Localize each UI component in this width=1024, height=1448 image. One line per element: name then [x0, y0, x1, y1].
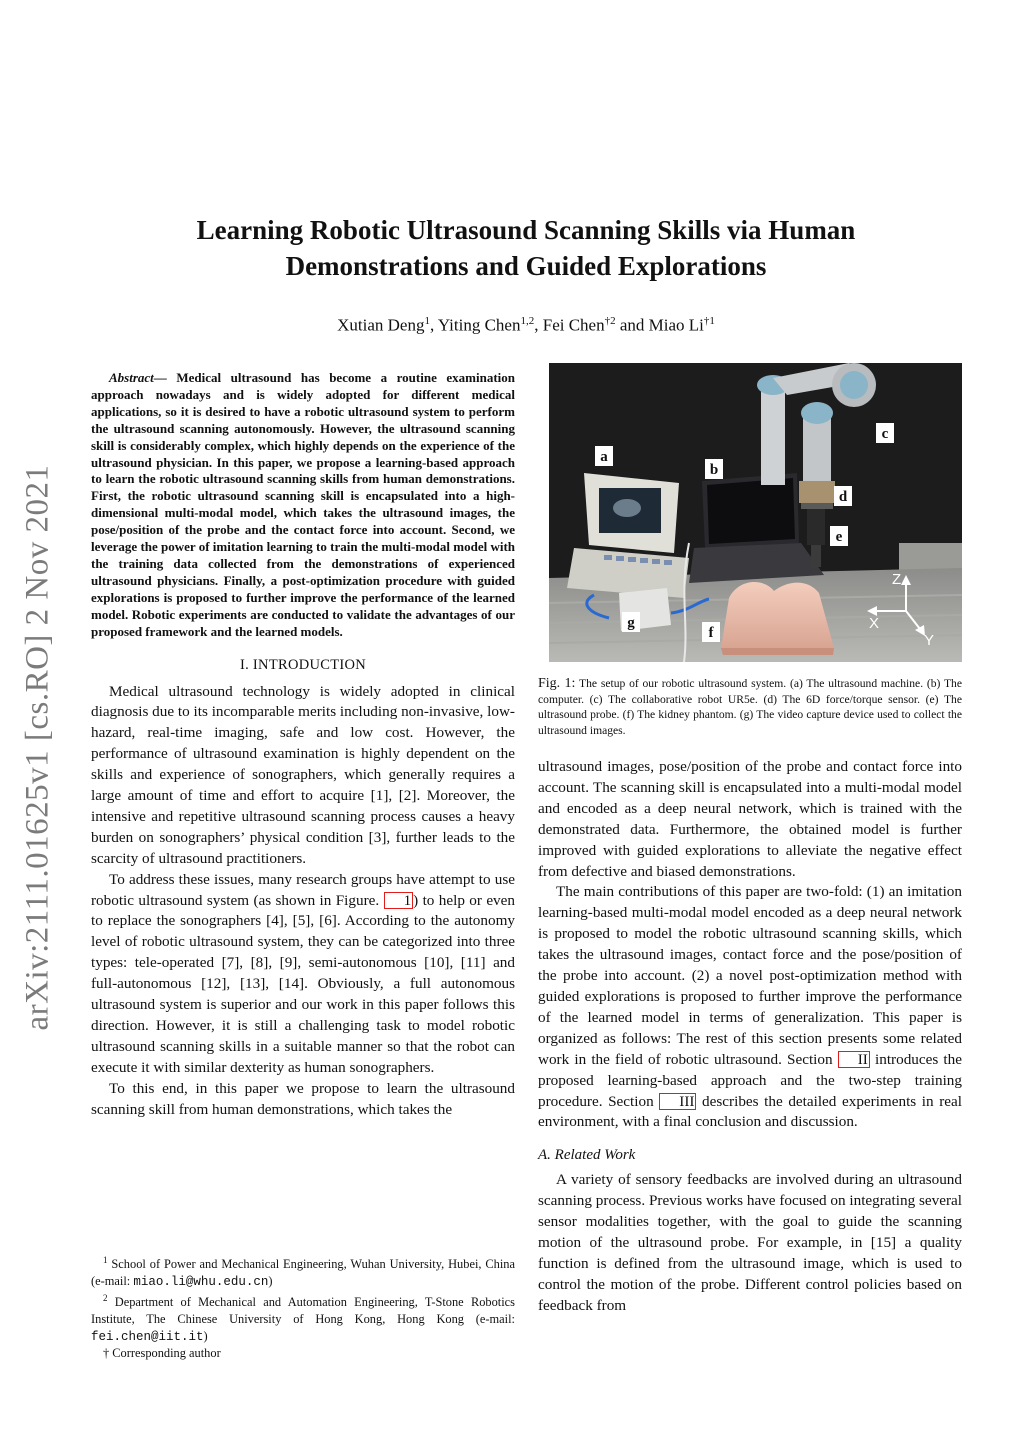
footnote-text: ): [268, 1273, 273, 1288]
author-affiliation: 1: [424, 315, 430, 327]
paper-title-line-2: Demonstrations and Guided Explorations: [285, 251, 767, 281]
footnotes: [91, 1252, 515, 1362]
right-paragraph-2: [538, 882, 962, 1133]
paragraph-text: introduces the proposed learning-based approach and the two-step training procedure. Section: [538, 1050, 962, 1110]
paragraph-text: To address these issues, many research groups have attempt to use robotic ultrasound system (as shown in Figure.: [91, 870, 515, 909]
arxiv-identifier-text: arXiv:2111.01625v1 [cs.RO] 2 Nov 2021: [19, 464, 56, 1030]
footnote-text: ): [203, 1328, 208, 1343]
footnote-3: † Corresponding author: [103, 1346, 221, 1361]
intro-paragraph-1: Medical ultrasound technology is widely adopted in clinical diagnosis due to its incomparable merits including non-invasive, low-hazard, real-time imaging, safe and low cost. However, the performance of ultrasound examination is highly dependent on the skills and experience of sonographers, which generally requires a large amount of time and effort to acquire [1], [2]. Moreover, the intensive and repetitive ultrasound scanning process causes a heavy burden on sonographers’ physical condition [3], further leads to the scarcity of ultrasound practitioners.: [91, 682, 515, 867]
axis-label-z: Z: [892, 571, 902, 588]
abstract: [91, 370, 515, 641]
figure-reference-link[interactable]: 1: [384, 892, 414, 909]
paper-title-line-1: Learning Robotic Ultrasound Scanning Skills via Human: [196, 215, 856, 245]
caption-text: The setup of our robotic ultrasound system. (a) The ultrasound machine. (b) The computer. (c) The collaborative robot UR5e. (d) The 6D force/torque sensor. (e) The ultrasound probe. (f) The kidney phantom. (g) The video capture device used to collect the ultrasound images.: [538, 677, 962, 737]
paper-title: [150, 212, 902, 284]
caption-label: Fig. 1:: [538, 676, 576, 691]
figure-label-d: d: [838, 489, 848, 505]
figure-1-setup-photo: [549, 363, 962, 662]
footnote-1: [91, 1252, 515, 1290]
paragraph-text: ) to help or even to replace the sonographers [4], [5], [6]. According to the autonomy level of robotic ultrasound system, they can be categorized into three types: tele-operated [7], [8], [9], semi-autonomous [10], [11] and full-autonomous [12], [13], [14]. Obviously, a full autonomous ultrasound system is superior and our work in this paper follows this direction. However, it is still a challenging task to model robotic ultrasound scanning skills in a suitable manner so that the robot can execute it with similar dexterity as human sonographers.: [91, 891, 515, 1076]
author-name: Miao Li: [648, 315, 704, 335]
section-heading-introduction: I. INTRODUCTION: [239, 656, 367, 673]
author-name: Yiting Chen: [437, 315, 521, 335]
author-name: Fei Chen: [542, 315, 605, 335]
related-work-paragraph: A variety of sensory feedbacks are involved during an ultrasound scanning process. Previous works have focused on integrating several sensor modalities together, with the goal to guide the scanning motion of the ultrasound probe. For example, in [15] a quality function is defined from the ultrasound image, which is used to control the motion of the probe. Different control policies based on feedback from: [538, 1171, 962, 1314]
figure-label-a: a: [600, 449, 608, 465]
figure-1-caption: [538, 676, 962, 738]
author-separator: ,: [534, 315, 543, 335]
abstract-label: Abstract: [109, 370, 154, 385]
figure-label-f: f: [708, 625, 714, 641]
figure-label-g: g: [627, 615, 635, 631]
footnote-text: Department of Mechanical and Automation Engineering, T-Stone Robotics Institute, The Chinese University of Hong Kong, Hong Kong (e-mail:: [91, 1295, 515, 1327]
figure-label-c: c: [881, 426, 889, 442]
intro-paragraph-3: To this end, in this paper we propose to learn the ultrasound scanning skill from human demonstrations, which takes the: [91, 1079, 515, 1118]
intro-paragraph-2: [91, 870, 515, 1079]
footnote-marker: 1: [103, 1255, 108, 1265]
section-reference-link[interactable]: II: [838, 1051, 870, 1068]
author-affiliation: †2: [604, 315, 616, 327]
paragraph-text: describes the detailed experiments in real environment, with a final conclusion and discussion.: [538, 1092, 962, 1131]
right-column: [538, 757, 962, 1317]
section-reference-link[interactable]: III: [659, 1093, 696, 1110]
author-name: Xutian Deng: [337, 315, 425, 335]
kidney-phantom: [721, 582, 834, 655]
author-list: [150, 308, 902, 339]
footnote-marker: 2: [103, 1293, 108, 1304]
author-separator: and: [615, 315, 649, 335]
left-column: [91, 370, 515, 1121]
figure-label-b: b: [709, 462, 719, 478]
figure-label-e: e: [835, 529, 843, 545]
email-address: miao.li@whu.edu.cn: [133, 1274, 269, 1289]
axis-label-x: X: [869, 615, 880, 632]
author-affiliation: 1,2: [520, 315, 535, 327]
right-paragraph-1: ultrasound images, pose/position of the probe and contact force into account. The scanning skill is encapsulated into a multi-modal model and encoded as a deep neural network, which is trained with the demonstrated data. Furthermore, the obtained model is further improved with guided explorations to alleviate the negative effect from defective and biased demonstrations.: [538, 758, 962, 880]
author-separator: ,: [429, 315, 438, 335]
arxiv-identifier: [14, 452, 62, 1042]
setup-illustration: [549, 363, 962, 662]
subsection-heading-related-work: A. Related Work: [538, 1147, 636, 1164]
abstract-text: — Medical ultrasound has become a routine examination approach nowadays and is widely adopted for different medical applications, so it is desired to have a robotic ultrasound system to perform the ultrasound scanning autonomously. However, the ultrasound scanning skill is considerably complex, which highly depends on the experience of the ultrasound physician. In this paper, we propose a learning-based approach to learn the robotic ultrasound scanning skills from human demonstrations. First, the robotic ultrasound scanning skill is encapsulated into a high-dimensional multi-modal model, which takes the ultrasound images, the pose/position of the probe and the contact force into account. Second, we leverage the power of imitation learning to train the multi-modal model with the training data collected from the demonstrations of experienced ultrasound physicians. Finally, a post-optimization procedure with guided explorations is proposed to further improve the performance of the learned model. Robotic experiments are conducted to validate the advantages of our proposed framework and the learned models.: [91, 370, 516, 639]
footnote-text: School of Power and Mechanical Engineering, Wuhan University, Hubei, China (e-mail:: [91, 1257, 515, 1288]
paragraph-text: The main contributions of this paper are two-fold: (1) an imitation learning-based multi-modal model encoded as a deep neural network is proposed to model the robotic ultrasound scanning skills, which takes the ultrasound images, contact force and the pose/position of the probe into account. (2) a novel post-optimization method with guided explorations is proposed to further improve the performance of the learned model in terms of generalization. This paper is organized as follows: The rest of this section presents some related work in the field of robotic ultrasound. Section: [538, 883, 962, 1068]
author-affiliation: †1: [703, 315, 715, 327]
email-address: fei.chen@iit.it: [91, 1329, 204, 1344]
axis-label-y: Y: [924, 632, 935, 649]
footnote-2: [91, 1290, 515, 1345]
